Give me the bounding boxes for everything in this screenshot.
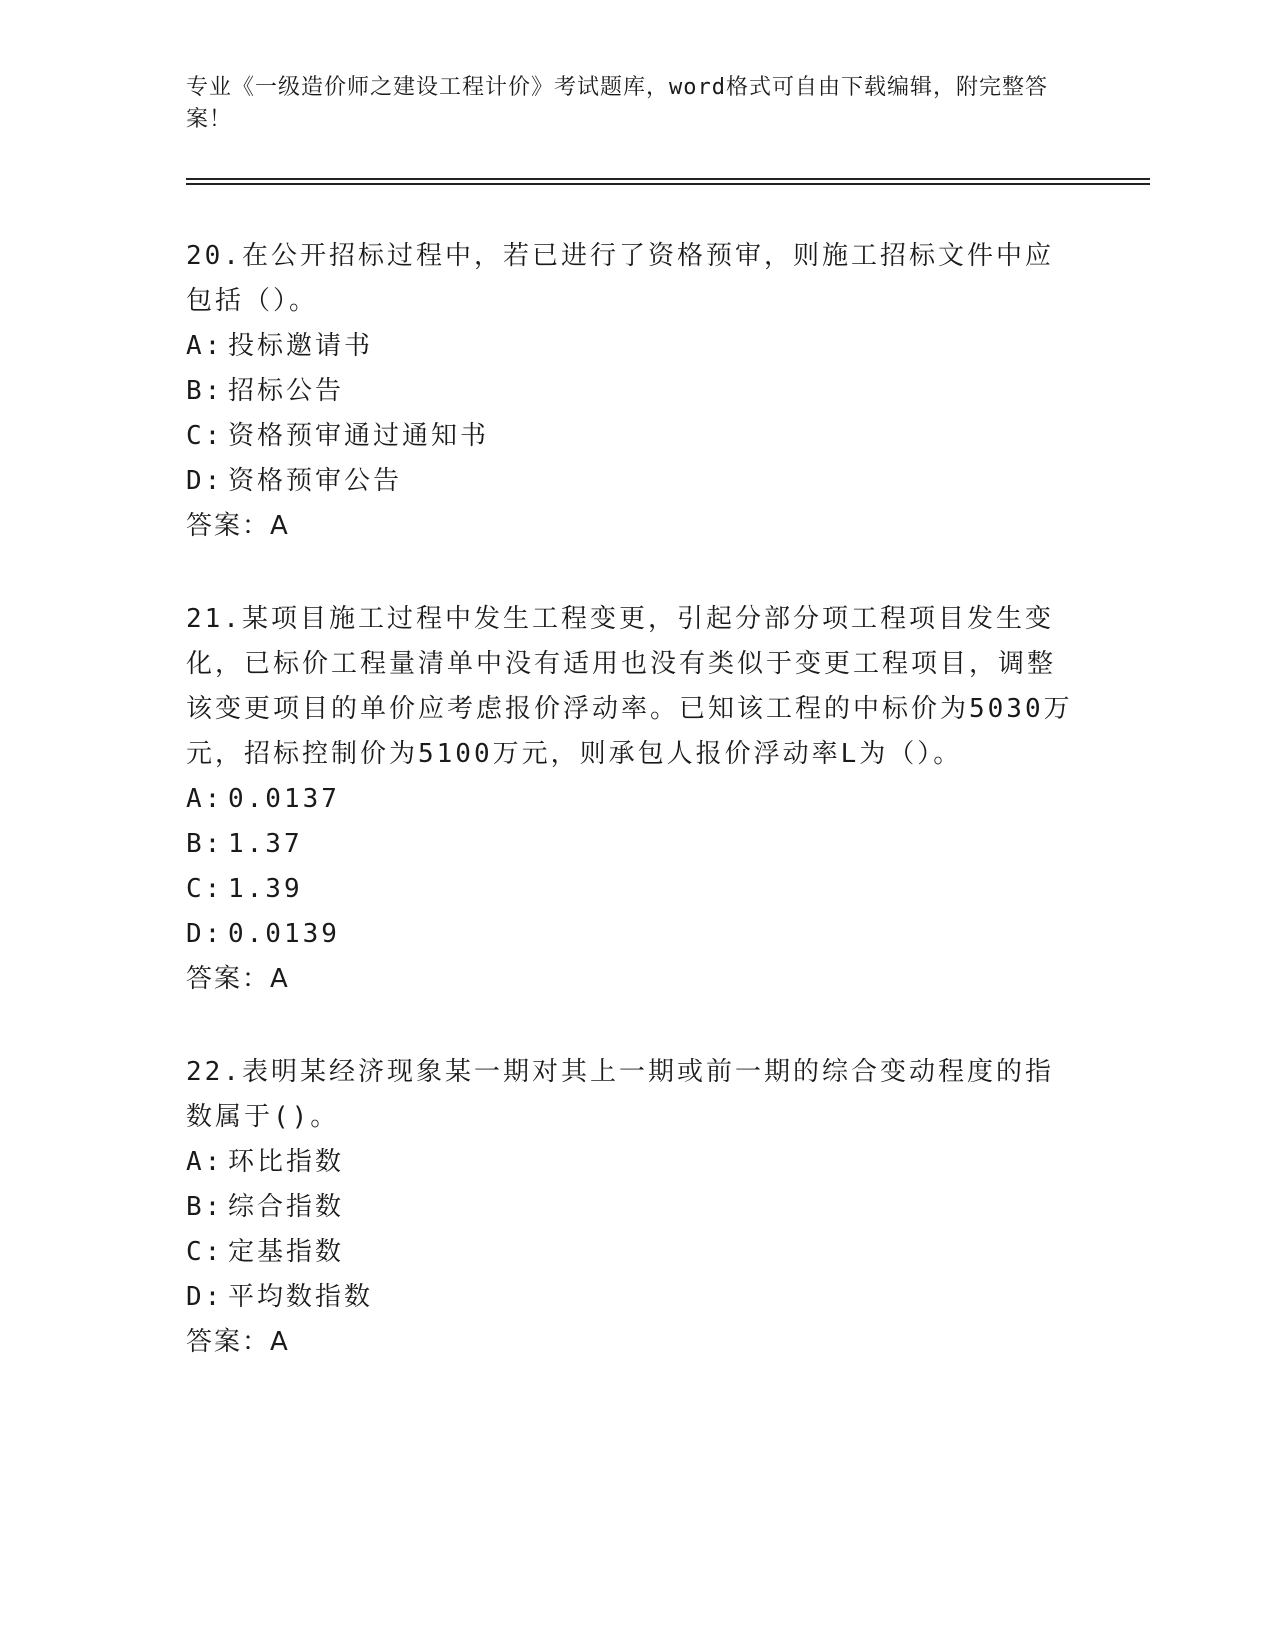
option-text: 0.0139 xyxy=(228,919,340,949)
header-divider-bottom xyxy=(186,183,1150,185)
option-text: 0.0137 xyxy=(228,784,340,814)
document-header: 专业《一级造价师之建设工程计价》考试题库，word格式可自由下载编辑，附完整答案！ xyxy=(186,75,1048,132)
question-21 xyxy=(186,597,1076,1002)
option-text: 投标邀请书 xyxy=(228,331,374,361)
option-key: D: xyxy=(186,919,224,949)
option-text: 1.39 xyxy=(228,874,303,904)
option-text: 定基指数 xyxy=(228,1237,345,1267)
option-c xyxy=(186,1230,1076,1275)
option-key: B: xyxy=(186,376,224,406)
option-text: 资格预审通过通知书 xyxy=(228,421,490,451)
option-key: D: xyxy=(186,466,224,496)
option-a xyxy=(186,324,1076,369)
option-key: C: xyxy=(186,874,224,904)
option-c xyxy=(186,414,1076,459)
question-stem: 21.某项目施工过程中发生工程变更，引起分部分项工程项目发生变化，已标价工程量清单中没有适用也没有类似于变更工程项目，调整该变更项目的单价应考虑报价浮动率。已知该工程的中标价为5030万元，招标控制价为5100万元，则承包人报价浮动率L为（）。 xyxy=(186,604,1073,769)
answer-line: 答案：A xyxy=(186,511,290,541)
option-key: A: xyxy=(186,784,224,814)
option-key: D: xyxy=(186,1282,224,1312)
header-divider-top xyxy=(186,178,1150,180)
option-text: 资格预审公告 xyxy=(228,466,403,496)
option-text: 平均数指数 xyxy=(228,1282,374,1312)
option-d xyxy=(186,912,1076,957)
option-key: C: xyxy=(186,1237,224,1267)
option-b xyxy=(186,1185,1076,1230)
option-key: A: xyxy=(186,1147,224,1177)
option-c xyxy=(186,867,1076,912)
option-b xyxy=(186,369,1076,414)
option-key: B: xyxy=(186,1192,224,1222)
question-stem: 20.在公开招标过程中，若已进行了资格预审，则施工招标文件中应包括（）。 xyxy=(186,241,1054,316)
question-22 xyxy=(186,1050,1076,1365)
option-text: 1.37 xyxy=(228,829,303,859)
option-key: B: xyxy=(186,829,224,859)
option-a xyxy=(186,777,1076,822)
option-text: 环比指数 xyxy=(228,1147,345,1177)
option-d xyxy=(186,1275,1076,1320)
option-a xyxy=(186,1140,1076,1185)
question-20 xyxy=(186,234,1076,549)
option-key: C: xyxy=(186,421,224,451)
option-text: 招标公告 xyxy=(228,376,345,406)
answer-line: 答案：A xyxy=(186,964,290,994)
option-d xyxy=(186,459,1076,504)
answer-line: 答案：A xyxy=(186,1327,290,1357)
question-stem: 22.表明某经济现象某一期对其上一期或前一期的综合变动程度的指数属于()。 xyxy=(186,1057,1054,1132)
option-b xyxy=(186,822,1076,867)
option-text: 综合指数 xyxy=(228,1192,345,1222)
option-key: A: xyxy=(186,331,224,361)
